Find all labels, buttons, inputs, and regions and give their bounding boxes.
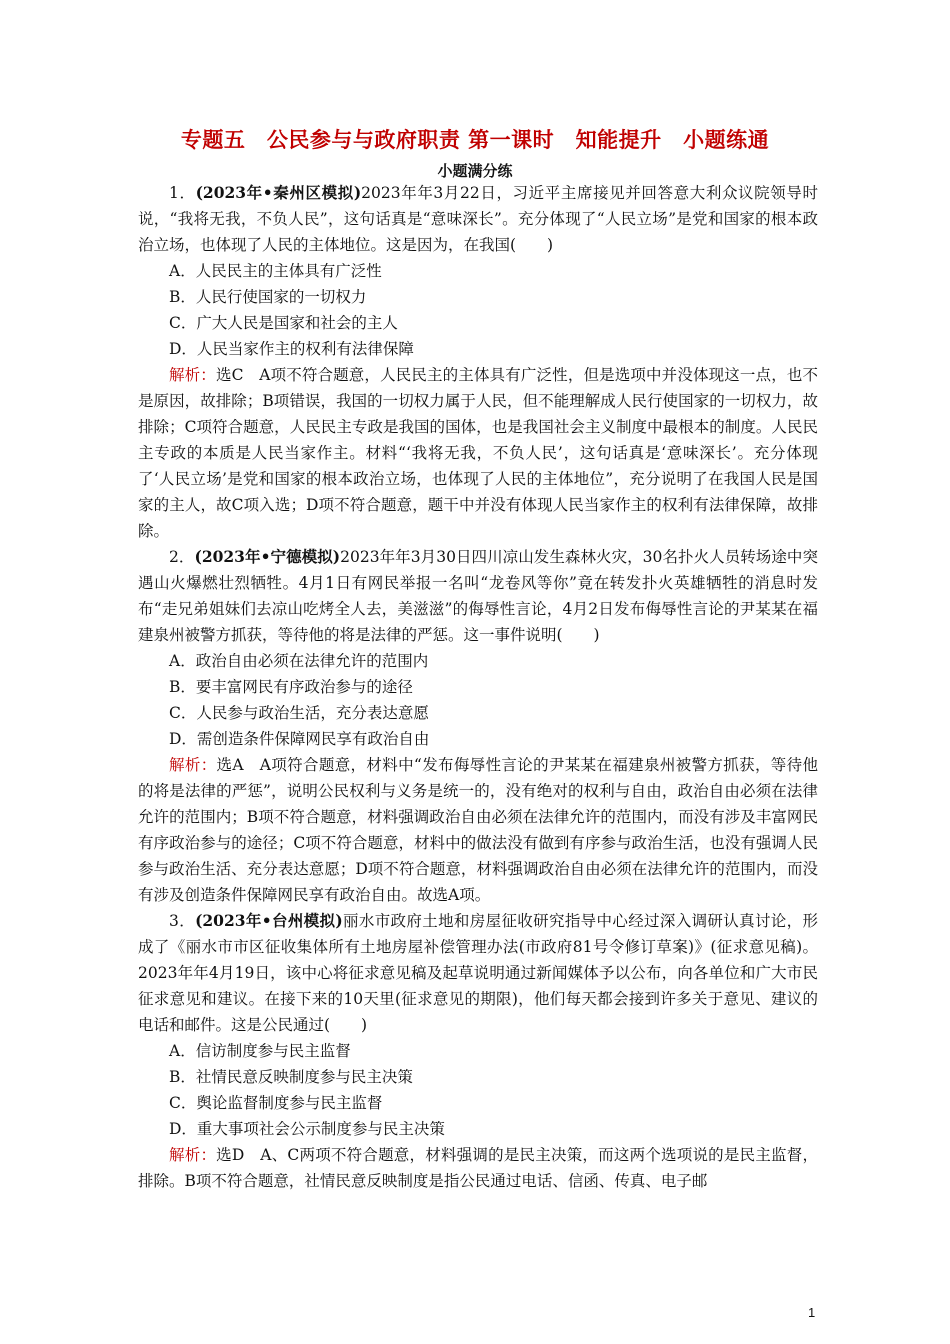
- question-source: (2023年•秦州区模拟): [195, 183, 362, 202]
- question-2-option-c: C．人民参与政治生活，充分表达意愿: [169, 704, 429, 722]
- question-3-stem: [138, 908, 818, 1038]
- question-text: 2023年年3月22日，习近平主席接见并回答意大利众议院领导时说，“我将无我，不负人民”，这句话真是“意味深长”。充分体现了“人民立场”是党和国家的根本政治立场，也体现了人民的主体地位。这是因为，在我国( ): [138, 184, 818, 254]
- question-text: 2023年年3月30日四川凉山发生森林火灾，30名扑火人员转场途中突遇山火爆燃壮烈牺牲。4月1日有网民举报一名叫“龙卷风等你”竟在转发扑火英雄牺牲的消息时发布“走兄弟姐妹们去凉山吃烤全人去，美滋滋”的侮辱性言论，4月2日发布侮辱性言论的尹某某在福建泉州被警方抓获，等待他的将是法律的严惩。这一事件说明( ): [138, 548, 818, 644]
- analysis-text: 选C A项不符合题意，人民民主的主体具有广泛性，但是选项中并没体现这一点，也不是原因，故排除；B项错误，我国的一切权力属于人民，但不能理解成人民行使国家的一切权力，故排除；C项符合题意，人民民主专政是我国的国体，也是我国社会主义制度中最根本的制度。人民民主专政的本质是人民当家作主。材料“‘我将无我，不负人民’，这句话真是‘意味深长’。充分体现了‘人民立场’是党和国家的根本政治立场，也体现了人民的主体地位”，充分说明了在我国人民是国家的主人，故C项入选；D项不符合题意，题干中并没有体现人民当家作主的权利有法律保障，故排除。: [138, 366, 818, 540]
- question-source: (2023年•宁德模拟): [194, 547, 341, 566]
- question-2-option-b: B．要丰富网民有序政治参与的途径: [169, 678, 413, 696]
- question-2-option-a: A．政治自由必须在法律允许的范围内: [169, 652, 429, 670]
- section-subtitle: 小题满分练: [437, 162, 513, 180]
- question-3-option-a: A．信访制度参与民主监督: [169, 1042, 351, 1060]
- question-1-option-b: B．人民行使国家的一切权力: [169, 288, 367, 306]
- question-1-option-a: A．人民民主的主体具有广泛性: [169, 262, 382, 280]
- analysis-label: 解析：: [169, 1146, 217, 1164]
- analysis-label: 解析：: [169, 756, 217, 774]
- question-2-stem: [138, 544, 818, 648]
- question-1-option-c: C．广大人民是国家和社会的主人: [169, 314, 398, 332]
- question-1-option-d: D．人民当家作主的权利有法律保障: [169, 340, 414, 358]
- question-3-option-b: B．社情民意反映制度参与民主决策: [169, 1068, 413, 1086]
- question-1-analysis: [138, 362, 818, 544]
- question-2-analysis: [138, 752, 818, 908]
- analysis-label: 解析：: [169, 366, 216, 384]
- question-3-option-c: C．舆论监督制度参与民主监督: [169, 1094, 383, 1112]
- page-number: 1: [808, 1305, 816, 1320]
- question-1-stem: [138, 180, 818, 258]
- question-number: 1．: [169, 184, 196, 202]
- question-number: 2．: [169, 548, 195, 566]
- question-2-option-d: D．需创造条件保障网民享有政治自由: [169, 730, 430, 748]
- question-text: 丽水市政府土地和房屋征收研究指导中心经过深入调研认真讨论，形成了《丽水市市区征收集体所有土地房屋补偿管理办法(市政府81号令修订草案)》(征求意见稿)。2023年年4月19日，该中心将征求意见稿及起草说明通过新闻媒体予以公布，向各单位和广大市民征求意见和建议。在接下来的10天里(征求意见的期限)，他们每天都会接到许多关于意见、建议的电话和邮件。这是公民通过( ): [138, 912, 818, 1034]
- analysis-text: 选D A、C两项不符合题意，材料强调的是民主决策，而这两个选项说的是民主监督，排除。B项不符合题意，社情民意反映制度是指公民通过电话、信函、传真、电子邮: [138, 1146, 818, 1190]
- questions-body: [138, 180, 818, 1194]
- question-source: (2023年•台州模拟): [195, 911, 343, 930]
- question-3-analysis: [138, 1142, 818, 1194]
- page-title: 专题五 公民参与与政府职责 第一课时 知能提升 小题练通: [180, 127, 770, 152]
- analysis-text: 选A A项符合题意，材料中“发布侮辱性言论的尹某某在福建泉州被警方抓获，等待他的将是法律的严惩”，说明公民权利与义务是统一的，没有绝对的权利与自由，政治自由必须在法律允许的范围内；B项不符合题意，材料强调政治自由必须在法律允许的范围内，而没有涉及丰富网民有序政治参与的途径；C项不符合题意，材料中的做法没有做到有序参与政治生活，也没有强调人民参与政治生活、充分表达意愿；D项不符合题意，材料强调政治自由必须在法律允许的范围内，而没有涉及创造条件保障网民享有政治自由。故选A项。: [138, 756, 818, 904]
- question-number: 3．: [169, 912, 196, 930]
- question-3-option-d: D．重大事项社会公示制度参与民主决策: [169, 1120, 445, 1138]
